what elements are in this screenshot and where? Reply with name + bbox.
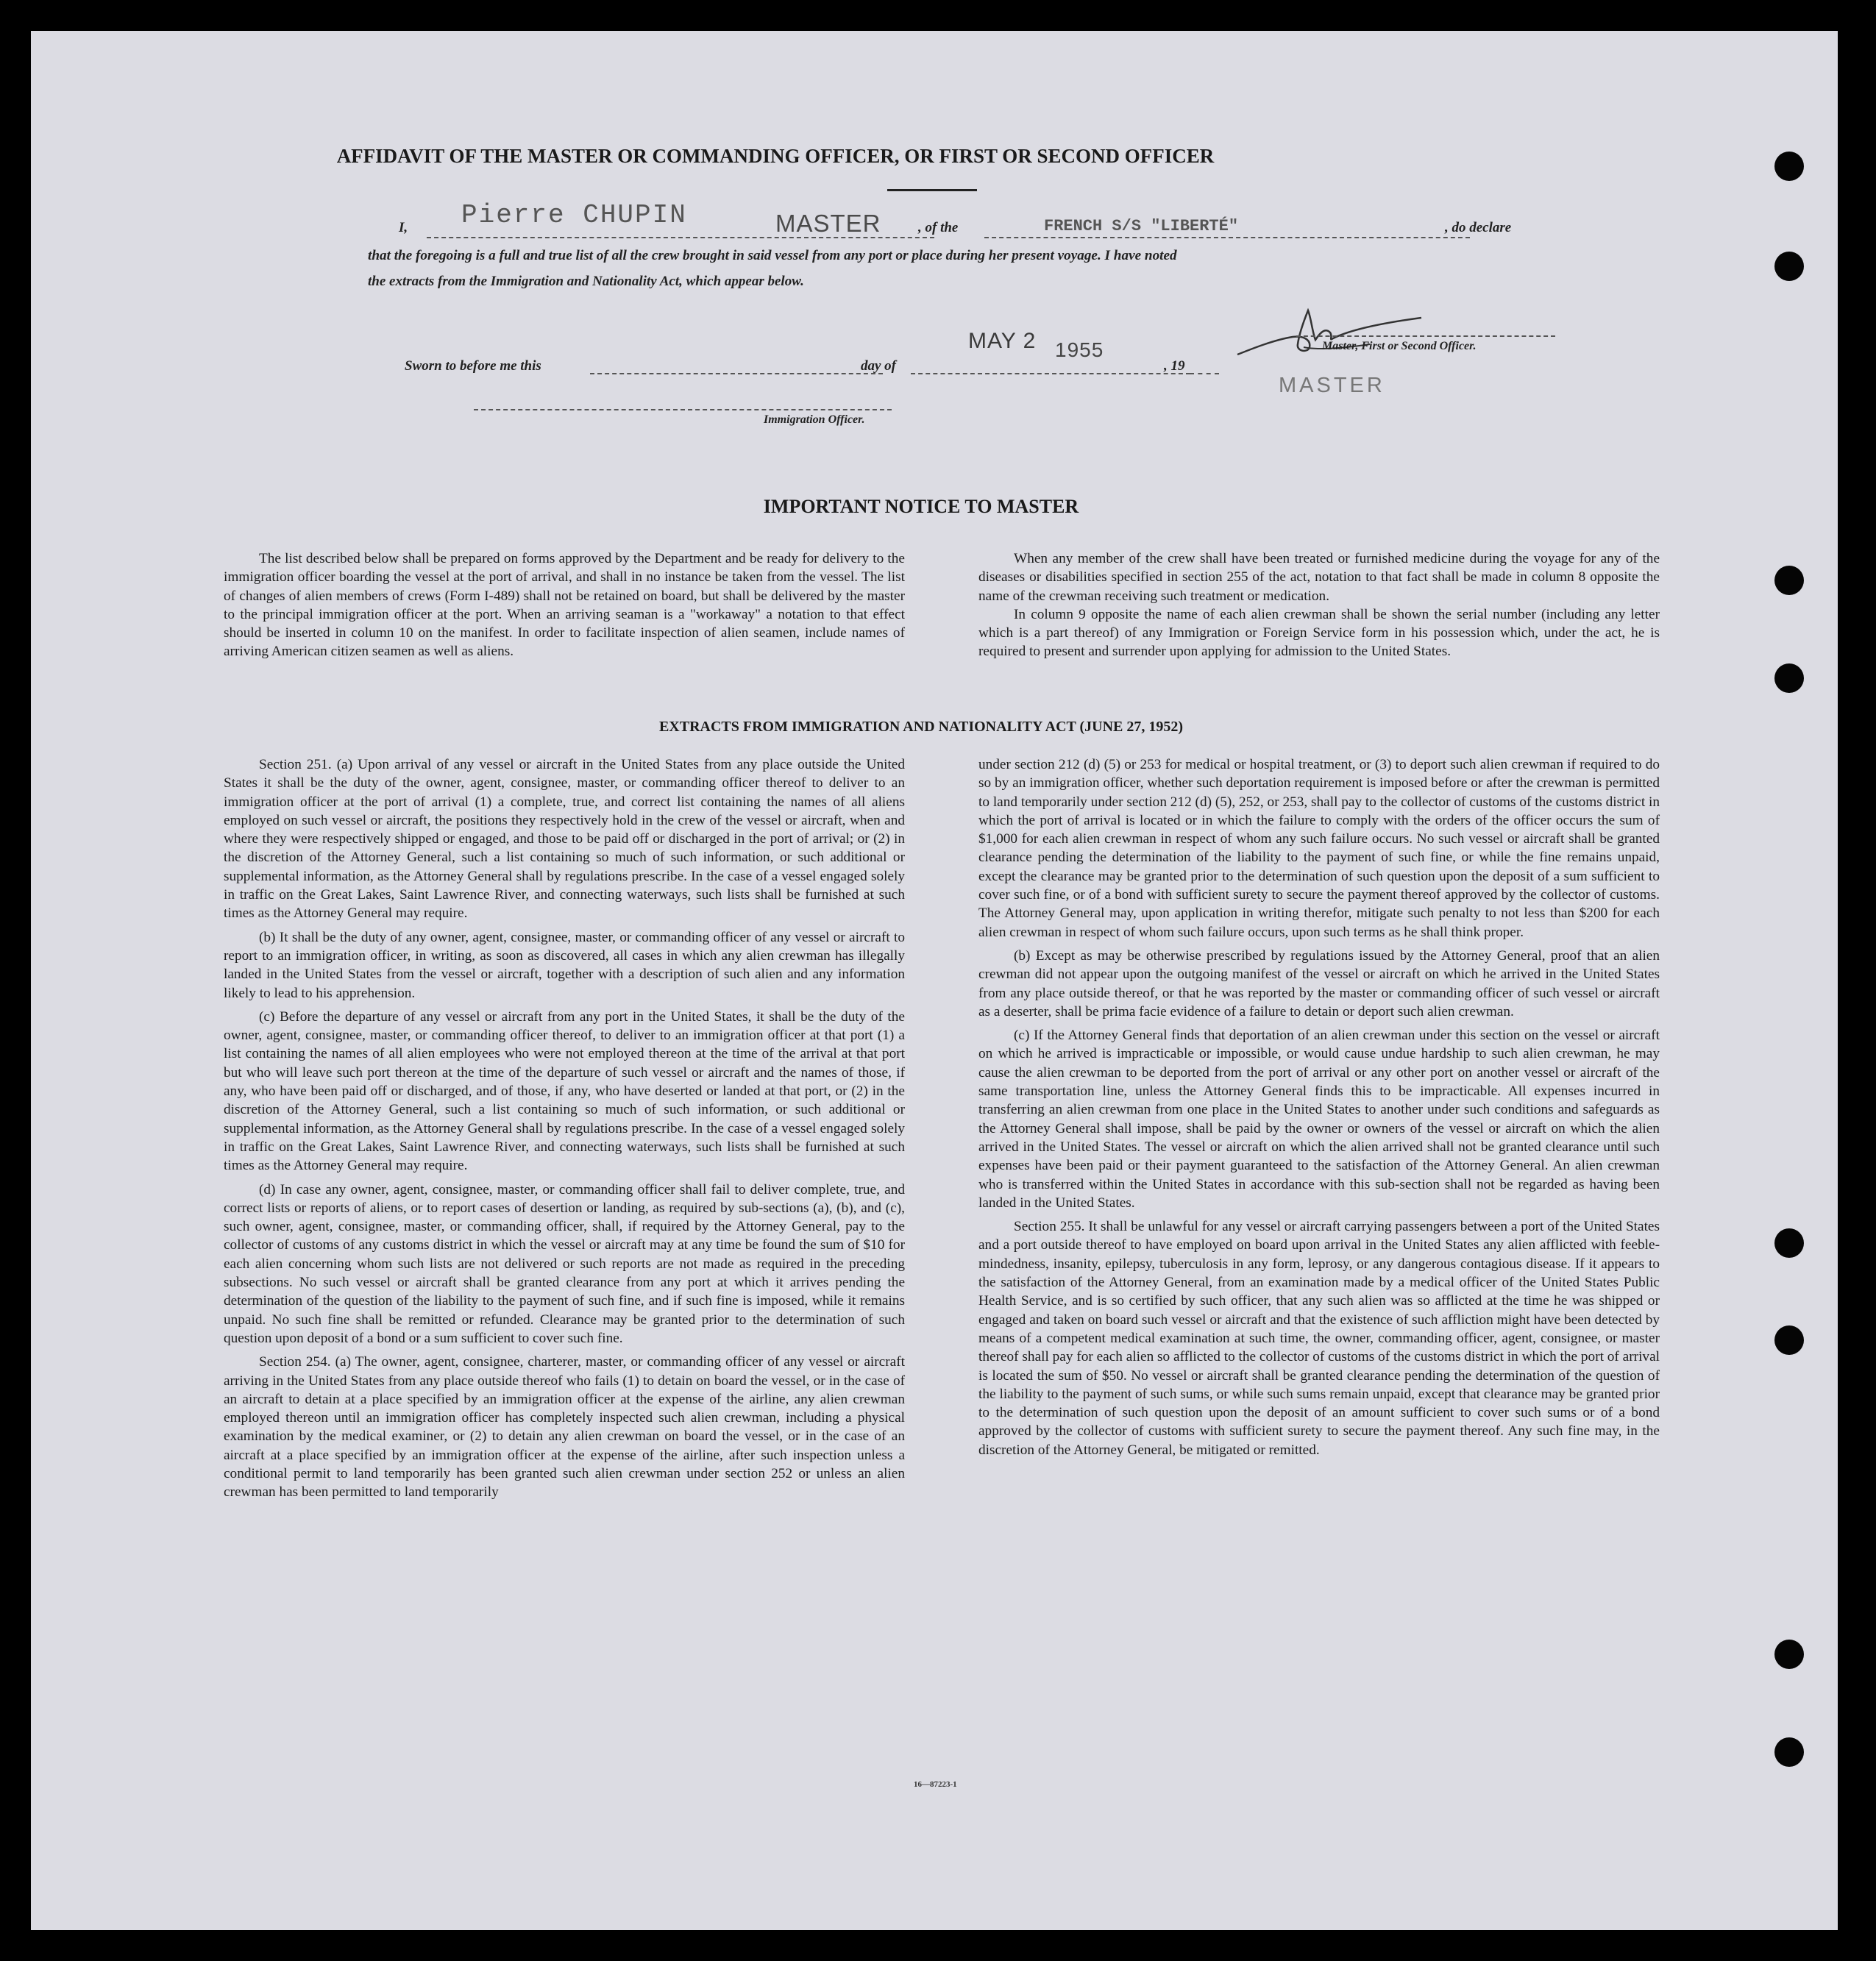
officer-signature-line — [474, 409, 892, 410]
of-the-label: , of the — [918, 220, 959, 235]
section-251-a: Section 251. (a) Upon arrival of any vessel or aircraft in the United States from any place outside the United States it shall be the duty of the owner, agent, consignee, master, or commanding officer thereof to deliver to an immigration officer at the port of arrival (1) a complete, true, and correct list containing the names of all aliens employed on such vessel or aircraft, the positions they respectively hold in the crew of the vessel or aircraft, when and where they were respectively shipped or engaged, and those to be paid off or discharged in the port of arrival; or (2) in the discretion of the Attorney General, such a list containing so much of such information, or such additional or supplemental information, as the Attorney General shall by regulations prescribe. In the case of a vessel engaged solely in traffic on the Great Lakes, Saint Lawrence River, and connecting waterways, such lists shall be furnished at such times as the Attorney General may require. — [224, 757, 905, 922]
extracts-left-column — [224, 755, 905, 1507]
sworn-day-line — [590, 373, 883, 374]
day-of-label: day of — [861, 358, 897, 374]
affidavit-title: AFFIDAVIT OF THE MASTER OR COMMANDING OFFICER, OR FIRST OR SECOND OFFICER — [336, 145, 1215, 167]
name-handwritten: Pierre CHUPIN — [461, 200, 687, 230]
section-254-c: (c) If the Attorney General finds that deportation of an alien crewman under this section on the vessel or aircraft on which he arrived is impracticable or impossible, or would cause undue hardship to such alien crewman, he may cause the alien crewman to be deported from the port of arrival or any other port on another vessel or aircraft of the same transportation line, unless the Attorney General finds this to be impracticable. All expenses incurred in transferring an alien crewman from one place in the United States to another under such conditions and safeguards as the Attorney General shall impose, shall be paid by the owner or owners of the vessel or aircraft on which the alien arrived in the United States. The vessel or aircraft on which the alien arrived shall not be granted clearance until such expenses have been paid or their payment guaranteed to the satisfaction of the Attorney General. An alien crewman who is transferred within the United States in accordance with this sub-section shall not be regarded as having been landed in the United States. — [978, 1028, 1660, 1211]
signature-caption: Master, First or Second Officer. — [1322, 340, 1477, 352]
vessel-line — [984, 237, 1470, 238]
rank-stamp: MASTER — [775, 210, 881, 237]
punch-hole — [1774, 252, 1804, 281]
officer-caption: Immigration Officer. — [764, 413, 865, 426]
punch-hole — [1774, 566, 1804, 595]
signature-title-stamp: MASTER — [1279, 374, 1385, 397]
master-signature — [1223, 296, 1429, 369]
year-prefix: , 19 — [1164, 358, 1185, 374]
extracts-right-column — [978, 755, 1660, 1464]
notice-right-column — [978, 549, 1660, 661]
declaration-line-1: that the foregoing is a full and true list of all the crew brought in said vessel from any port or place during her present voyage. I have noted — [368, 248, 1177, 263]
punch-hole — [1774, 152, 1804, 181]
punch-hole — [1774, 1228, 1804, 1258]
notice-title: IMPORTANT NOTICE TO MASTER — [763, 496, 1079, 517]
signature-line — [1296, 335, 1555, 337]
notice-right-paragraph-2: In column 9 opposite the name of each alien crewman shall be shown the serial number (including any letter which is a part thereof) of any Immigration or Foreign Service form in his possession which, under the act, he is required to present and surrender upon applying for admission to the United States. — [978, 606, 1660, 660]
extracts-title: EXTRACTS FROM IMMIGRATION AND NATIONALITY ACT (JUNE 27, 1952) — [658, 719, 1184, 735]
declaration-line-2: the extracts from the Immigration and Nationality Act, which appear below. — [368, 274, 804, 289]
sworn-month-line — [911, 373, 1190, 374]
notice-left-column — [224, 549, 905, 661]
year-line — [1190, 373, 1219, 374]
title-underline — [887, 189, 977, 191]
vessel-typed: FRENCH S/S "LIBERTÉ" — [1044, 217, 1239, 235]
sworn-label: Sworn to before me this — [405, 358, 541, 374]
year-stamp: 1955 — [1055, 338, 1104, 361]
punch-hole — [1774, 1737, 1804, 1767]
section-251-c: (c) Before the departure of any vessel or aircraft from any port in the United States, it shall be the duty of the owner, agent, consignee, master, or commanding officer thereof, to deliver to an immigration officer at that port (1) a list containing the names of all alien employees who were not employed thereon at the time of the arrival at that port but who will leave such port thereon at the time of the departure of such vessel or aircraft and the names of those, if any, who have been paid off or discharged, and of those, if any, who have deserted or landed at that port, or (2) in the discretion of the Attorney General, such a list containing so much of such information, or such additional or supplemental information, as the Attorney General shall by regulations prescribe. In the case of a vessel engaged solely in traffic on the Great Lakes, Saint Lawrence River, and connecting waterways, such lists shall be furnished at such times as the Attorney General may require. — [224, 1008, 905, 1174]
punch-hole — [1774, 1325, 1804, 1355]
i-label: I, — [399, 220, 408, 235]
section-254-b: (b) Except as may be otherwise prescribed by regulations issued by the Attorney General, proof that an alien crewman did not appear upon the outgoing manifest of the vessel or aircraft on which he arrived in the United States from any place outside thereof, or that he was reported by the master or commanding officer of such vessel or aircraft as a deserter, shall be prima facie evidence of a failure to detain or deport such alien crewman. — [978, 947, 1660, 1019]
form-number: 16—87223-1 — [914, 1780, 957, 1789]
notice-right-paragraph-1: When any member of the crew shall have been treated or furnished medicine during the voyage for any of the diseases or disabilities specified in section 255 of the act, notation to that fact shall be made in column 8 opposite the name of the crewman receiving such treatment or medication. — [978, 551, 1660, 604]
punch-hole — [1774, 1640, 1804, 1669]
section-254-a: Section 254. (a) The owner, agent, consignee, charterer, master, or commanding officer of any vessel or aircraft arriving in the United States from any place outside thereof who fails (1) to detain on board the vessel, or in the case of an aircraft to detain at a place specified by an immigration officer at the expense of the airline, any alien crewman employed thereon until an immigration officer has completely inspected such alien crewman, including a physical examination by the medical examiner, or (2) to detain any alien crewman on board the vessel, or in the case of an aircraft at a place specified by an immigration officer at the expense of the airline, after such inspection unless a conditional permit to land temporarily has been granted such alien crewman under section 252 or unless an alien crewman has been permitted to land temporarily — [224, 1354, 905, 1501]
date-stamp: MAY 2 — [968, 329, 1037, 353]
punch-hole — [1774, 663, 1804, 693]
section-254-a-continued: under section 212 (d) (5) or 253 for medical or hospital treatment, or (3) to deport such alien crewman if required to do so by an immigration officer, whether such deportation requirement is imposed before or after the crewman is permitted to land temporarily under section 212 (d) (5), 252, or 253, shall pay to the collector of customs of the customs district in which the port of arrival is located or in which the failure to comply with the orders of the officer occurs the sum of $1,000 for each alien crewman in respect of whom any such failure occurs. No such vessel or aircraft shall be granted clearance pending the determination of the liability to the payment of such fine, or while the fine remains unpaid, except the clearance may be granted prior to the determination of such question upon the deposit of a sum sufficient to cover such fine, or of a bond with sufficient surety to secure the payment thereof approved by the collector of customs. The Attorney General may, upon application in writing therefor, mitigate such penalty to not less than $200 for each alien crewman in respect of whom such failure occurs, upon such terms as he shall think proper. — [978, 757, 1660, 940]
section-251-d: (d) In case any owner, agent, consignee, master, or commanding officer shall fail to deliver complete, true, and correct lists or reports of aliens, or to report cases of desertion or landing, as required by sub-sections (a), (b), and (c), such owner, agent, consignee, master, or commanding officer, shall, if required by the Attorney General, pay to the collector of customs of any customs district in which the vessel or aircraft may at any time be found the sum of $10 for each alien concerning whom such lists are not delivered or such reports are not made as required in the preceding subsections. No such vessel or aircraft shall be granted clearance from any port at which it arrives pending the determination of the question of the liability to the payment of such fine, and if such fine is imposed, while it remains unpaid. No such fine shall be remitted or refunded. Clearance may be granted prior to the determination of such question upon deposit of a bond or a sum sufficient to cover such fine. — [224, 1181, 905, 1346]
notice-left-paragraph: The list described below shall be prepared on forms approved by the Department and be ready for delivery to the immigration officer boarding the vessel at the port of arrival, and shall in no instance be taken from the vessel. The list of changes of alien members of crews (Form I-489) shall not be retained on board, but shall be delivered by the master to the principal immigration officer at the port. When an arriving seaman is a "workaway" a notation to that effect should be inserted in column 10 on the manifest. In order to facilitate inspection of alien seamen, include names of arriving American citizen seamen as well as aliens. — [224, 551, 905, 660]
section-255: Section 255. It shall be unlawful for any vessel or aircraft carrying passengers between a port of the United States and a port outside thereof to have employed on board upon arrival in the United States any alien afflicted with feeble-mindedness, insanity, epilepsy, tuberculosis in any form, leprosy, or any dangerous contagious disease. If it appears to the satisfaction of the Attorney General, from an examination made by a medical officer of the United States Public Health Service, and is so certified by such officer, that any such alien was so afflicted at the time he was shipped or engaged and taken on board such vessel or aircraft and that the existence of such affliction might have been detected by means of a competent medical examination at such time, the owner, commanding officer, agent, consignee, or master thereof shall pay for each alien so afflicted to the collector of customs of the customs district in which the port of arrival is located the sum of $50. No vessel or aircraft shall be granted clearance pending the determination of the question of the liability to the payment of such sums, or while such sums remain unpaid, except that clearance may be granted prior to the determination of such question upon the deposit of an amount sufficient to cover such sums or of a bond approved by the collector of customs with sufficient surety to secure the payment thereof. Any such fine may, in the discretion of the Attorney General, be mitigated or remitted. — [978, 1219, 1660, 1458]
section-251-b: (b) It shall be the duty of any owner, agent, consignee, master, or commanding officer of any vessel or aircraft to report to an immigration officer, in writing, as soon as discovered, all cases in which any alien crewman has illegally landed in the United States from the vessel or aircraft, together with a description of such alien and any information likely to lead to his apprehension. — [224, 929, 905, 1001]
do-declare-label: , do declare — [1445, 220, 1512, 235]
document-page — [31, 31, 1838, 1930]
